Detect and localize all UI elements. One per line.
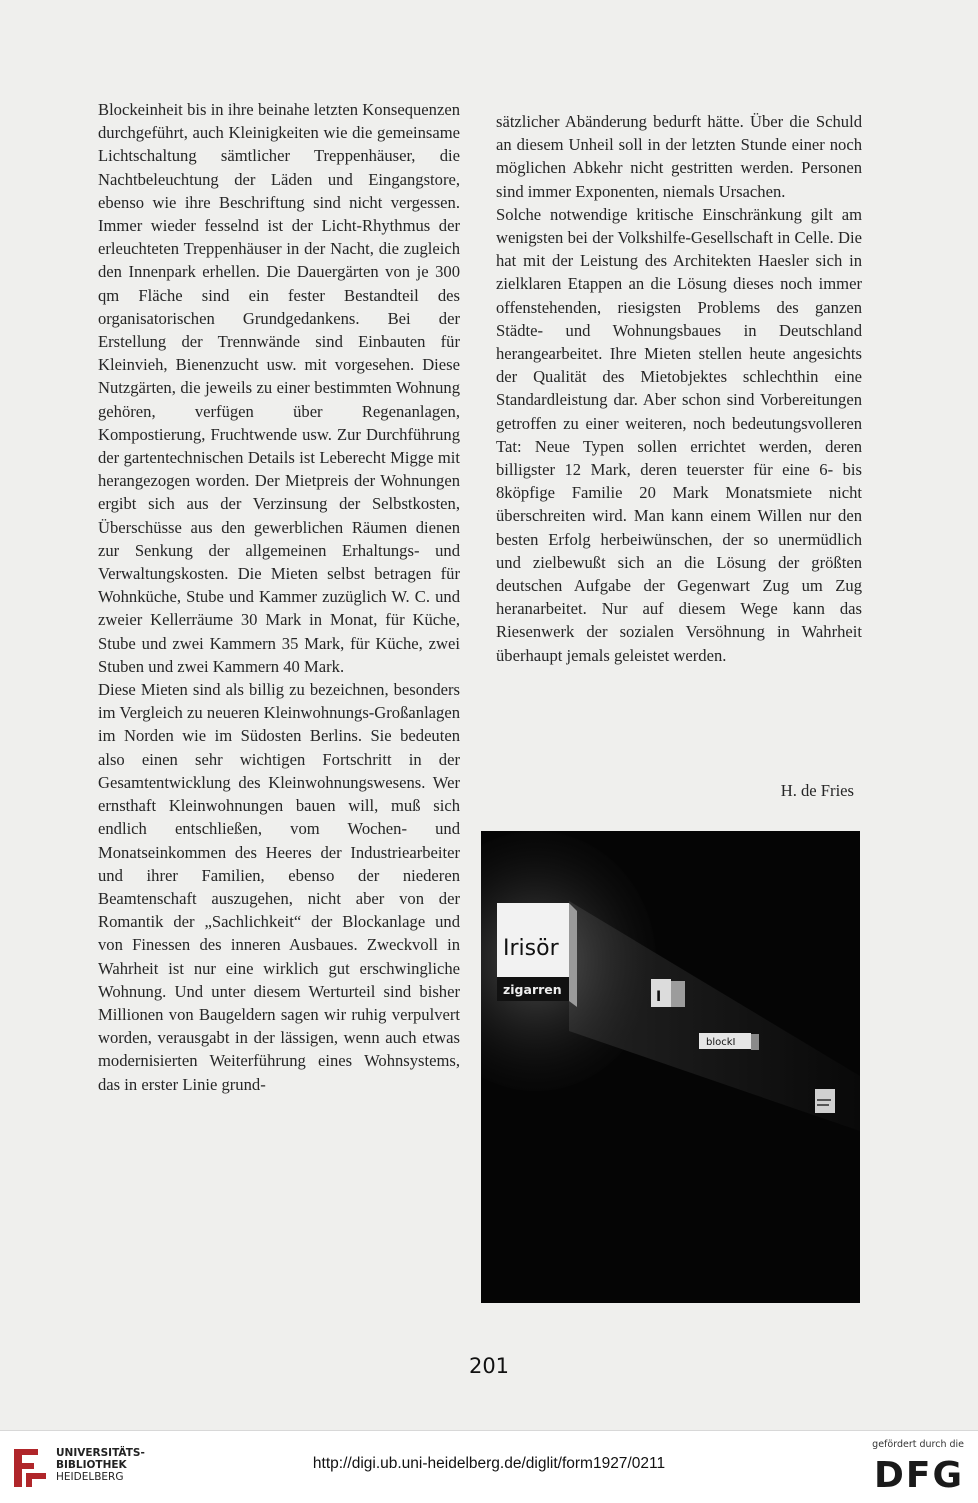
sign-block-text: blockI [706,1037,736,1048]
article-left-column [98,98,460,1096]
sign-zigarren-text: zigarren [503,982,562,997]
footer-bar [0,1430,978,1503]
author-signature: H. de Fries [780,781,854,800]
sign-distant [815,1089,835,1113]
funding-note: gefördert durch die [872,1439,964,1450]
sign-frisor-text: Irisör [503,936,559,961]
library-name: UNIVERSITÄTS- BIBLIOTHEK HEIDELBERG [56,1447,145,1483]
paragraph: Diese Mieten sind als billig zu bezeichnen, besonders im Vergleich zu neueren Kleinwohnungs-Großanlagen im Norden wie im Südosten Berlins. Sie bedeuten also einen sehr wichtigen Fortschritt in der Gesamtentwicklung des Kleinwohnungswesens. Wer ernsthaft Kleinwohnungen bauen will, muß sich endlich entschließen, vom Wochen- und Monatseinkommen des Heeres der Industriearbeiter und ihrer Familien, ebenso der niederen Beamtenschaft auszugehen, nicht aber von der Romantik der „Sachlichkeit“ der Blockanlage und von Finessen des inneren Ausbaues. Zweckvoll in Wahrheit ist nur eine wirklich gut erschwingliche Wohnung. Und unter diesem Werturteil sind bisher Millionen von Baugeldern sagen wir ruhig verpulvert worden, verausgabt in der lässigen, wenn auch etwas modernisierten Weiterführung eines Wohnsystems, das in erster Linie grund- [98,680,460,1094]
sign-cube-small [651,979,685,1007]
page-number: 201 [468,1354,510,1378]
sign-frisor-zigarren [497,903,577,1007]
dfg-logo-icon: DFG [873,1455,964,1496]
paragraph: Solche notwendige kritische Einschränkung gilt am wenigsten bei der Volkshilfe-Gesellschaft in Celle. Die hat mit der Leistung des Architekten Haesler sich in zielklaren Etappen an die Lösung dieses noch immer offenstehenden, riesigsten Problems des ganzen Städte- und Wohnungsbaues in Deutschland herangearbeitet. Ihre Mieten stellen heute angesichts der Qualität des Mietobjektes schlechthin eine Standardleistung dar. Aber schon sind Vorbereitungen getroffen zu einer weiteren, noch bedeutungsvolleren Tat: Neue Typen sollen errichtet werden, deren billigster 12 Mark, deren teuerster für eine 6- bis 8köpfige Familie 20 Mark Monatsmiete nicht überschreiten wird. Man kann einem Willen nur den besten Erfolg herbeiwünschen, der so unermüdlich und zielbewußt sich an die Lösung der größten deutschen Aufgabe der Gegenwart Zug um Zug heranarbeitet. Nur auf diesem Wege kann das Riesenwerk der sozialen Versöhnung in Wahrheit überhaupt jemals geleistet werden. [496,204,862,665]
sign-block [699,1033,759,1050]
paragraph: Blockeinheit bis in ihre beinahe letzten Konsequenzen durchgeführt, auch Kleinigkeiten wie die gemeinsame Lichtschaltung sämtlicher Treppenhäuser, die Nachtbeleuchtung der Läden und Eingangstore, ebenso wie ihre Beschriftung sind nicht vergessen. Immer wieder fesselnd ist der Licht-Rhythmus der erleuchteten Treppenhäuser in der Nacht, die zugleich den Innenpark erhellen. Die Dauergärten von je 300 qm Fläche sind ein fester Bestandteil des organisatorischen Grundgedankens. Bei der Erstellung der Trennwände sind Einbauten für Kleinvieh, Bienenzucht usw. mit vorgesehen. Diese Nutzgärten, die jeweils zu einer bestimmten Wohnung gehören, verfügen über Regenanlagen, Kompostierung, Fruchtwende usw. Zur Durchführung der gartentechnischen Details ist Leberecht Migge mit herangezogen worden. Der Mietpreis der Wohnungen ergibt sich aus der Verzinsung der Selbstkosten, Überschüsse aus den gewerblichen Räumen dienen zur Senkung der allgemeinen Erhaltungs- und Verwaltungskosten. Die Mieten selbst betragen für Wohnküche, Stube und Kammer zuzüglich W. C. und zweier Kellerräume 30 Mark in Monat, für Küche, Stube und zwei Kammern 35 Mark, für Küche, zwei Stuben und zwei Kammern 40 Mark. [98,100,460,676]
article-right-column [496,110,862,667]
night-photo-illuminated-signs [481,831,860,1303]
sign-i-text: I [656,989,662,1005]
source-url-link[interactable]: http://digi.ub.uni-heidelberg.de/diglit/form1927/0211 [312,1455,666,1472]
paragraph: sätzlicher Abänderung bedurft hätte. Über die Schuld an diesem Unheil soll in der letzten Stunde einer noch möglichen Abkehr nicht gestritten werden. Personen sind immer Exponenten, niemals Ursachen. [496,112,862,201]
